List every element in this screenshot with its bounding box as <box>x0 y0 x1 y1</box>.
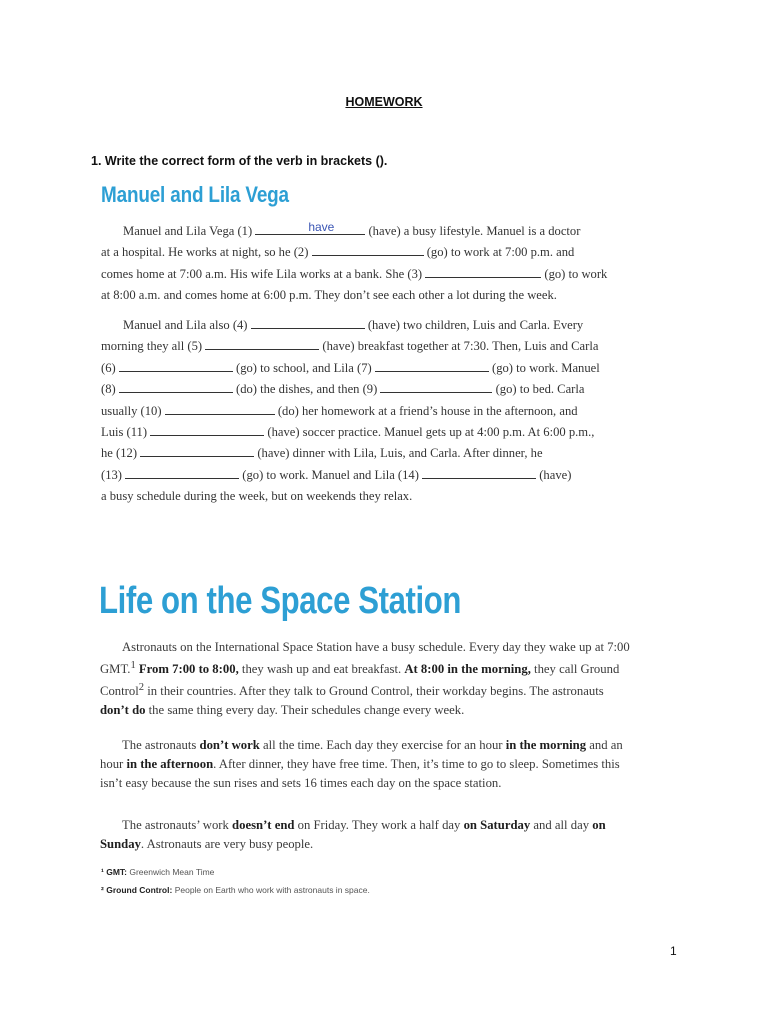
text-span: they call Ground Control <box>100 662 620 699</box>
text-span: (go) to work <box>544 266 608 281</box>
handwritten-answer-1: have <box>308 220 335 234</box>
text-span: on Friday. They work a half day <box>294 818 464 832</box>
text-span: morning they all (5) <box>101 339 203 354</box>
text-span: the same thing every day. Their schedules change every week. <box>145 702 465 717</box>
bold-phrase: At 8:00 in the morning, <box>404 662 531 677</box>
section-heading-space-station: Life on the Space Station <box>99 580 461 622</box>
text-line <box>101 264 649 285</box>
footnote-term: GMT: <box>106 867 127 877</box>
text-span: at a hospital. He works at night, so he (2) <box>101 245 309 260</box>
answer-blank-5[interactable] <box>205 337 319 350</box>
answer-blank-2[interactable] <box>312 243 424 256</box>
text-line <box>101 422 649 443</box>
text-span: in their countries. After they talk to Ground Control, their workday begins. The astronauts <box>144 684 604 699</box>
answer-blank-9[interactable] <box>380 380 492 393</box>
text-line <box>101 465 649 486</box>
text-span: (do) the dishes, and then (9) <box>236 382 378 397</box>
text-span: (go) to work. Manuel <box>492 360 600 375</box>
text-span: Astronauts on the International Space Station have a busy schedule. Every day they wake up at 7:00 GMT. <box>100 640 630 677</box>
text-span: a busy schedule during the week, but on weekends they relax. <box>101 489 413 504</box>
text-span: (go) to bed. Carla <box>495 382 585 397</box>
text-span: (have) dinner with Lila, Luis, and Carla. After dinner, he <box>257 446 543 461</box>
text-line <box>101 285 649 306</box>
answer-blank-13[interactable] <box>125 466 239 479</box>
text-span: (go) to work. Manuel and Lila (14) <box>242 467 419 482</box>
text-span: (go) to work at 7:00 p.m. and <box>426 245 575 260</box>
footnote-ref: 2 <box>138 681 145 693</box>
answer-blank-6[interactable] <box>119 359 233 372</box>
text-span: they wash up and eat breakfast. <box>238 662 405 677</box>
reading-paragraph-1 <box>100 638 632 720</box>
text-line <box>101 486 649 507</box>
answer-blank-10[interactable] <box>165 402 275 415</box>
bold-phrase: on Sunday <box>100 818 606 851</box>
text-line <box>101 401 649 422</box>
exercise-paragraph-2 <box>101 315 649 508</box>
text-span: (have) <box>539 467 572 482</box>
text-span: (have) soccer practice. Manuel gets up at 4:00 p.m. At 6:00 p.m., <box>267 425 595 440</box>
footnote-term: Ground Control: <box>106 885 173 895</box>
page-number: 1 <box>670 944 677 958</box>
text-span: Manuel and Lila also (4) <box>123 318 248 332</box>
text-span: at 8:00 a.m. and comes home at 6:00 p.m. They don’t see each other a lot during the week. <box>101 288 557 303</box>
footnote-mark: ² <box>101 885 104 895</box>
bold-phrase: doesn’t end <box>232 818 295 832</box>
text-line <box>101 443 649 464</box>
section-heading-manuel-lila: Manuel and Lila Vega <box>101 182 289 207</box>
answer-blank-14[interactable] <box>422 466 536 479</box>
footnote-1 <box>101 867 214 877</box>
bold-phrase: From 7:00 to 8:00, <box>135 662 239 677</box>
text-span: (have) breakfast together at 7:30. Then, Luis and Carla <box>322 339 599 354</box>
text-span: and all day <box>530 818 593 832</box>
answer-blank-3[interactable] <box>425 265 541 278</box>
text-span: (8) <box>101 382 116 397</box>
text-span: The astronauts <box>122 738 200 752</box>
text-span: usually (10) <box>101 403 162 418</box>
answer-blank-8[interactable] <box>119 380 233 393</box>
text-span: (do) her homework at a friend’s house in the afternoon, and <box>277 403 578 418</box>
answer-blank-4[interactable] <box>251 316 365 329</box>
text-span: (have) two children, Luis and Carla. Every <box>367 318 584 332</box>
text-span: Manuel and Lila Vega (1) <box>123 224 253 238</box>
answer-blank-7[interactable] <box>375 359 489 372</box>
exercise-instruction: 1. Write the correct form of the verb in brackets (). <box>91 154 388 168</box>
reading-paragraph-2 <box>100 736 632 792</box>
footnote-text: People on Earth who work with astronauts in space. <box>172 885 370 895</box>
text-span: and an hour <box>100 738 623 771</box>
answer-blank-12[interactable] <box>140 444 254 457</box>
text-span: (have) a busy lifestyle. Manuel is a doctor <box>368 224 581 238</box>
bold-phrase: in the morning <box>505 738 587 752</box>
text-span: (go) to school, and Lila (7) <box>236 360 372 375</box>
text-span: The astronauts’ work <box>122 818 233 832</box>
text-span: (6) <box>101 360 116 375</box>
reading-paragraph-3 <box>100 816 632 854</box>
bold-phrase: in the afternoon <box>126 756 214 771</box>
text-line <box>101 379 649 400</box>
bold-phrase: don’t do <box>100 702 146 717</box>
page-title: HOMEWORK <box>345 95 423 109</box>
footnote-mark: ¹ <box>101 867 104 877</box>
text-line <box>101 315 649 336</box>
footnote-2 <box>101 885 370 895</box>
text-span: (13) <box>101 467 122 482</box>
text-span: Luis (11) <box>101 425 148 440</box>
text-line <box>101 242 649 263</box>
text-span: comes home at 7:00 a.m. His wife Lila works at a bank. She (3) <box>101 266 423 281</box>
text-line <box>101 358 649 379</box>
text-span: . After dinner, they have free time. Then, it’s time to go to sleep. Sometimes this isn’t easy because the sun rises and sets 16 times each day on the space station. <box>100 756 620 790</box>
text-span: he (12) <box>101 446 138 461</box>
footnote-text: Greenwich Mean Time <box>127 867 215 877</box>
footnote-ref: 1 <box>130 659 136 671</box>
bold-phrase: don’t work <box>199 738 260 752</box>
bold-phrase: on Saturday <box>463 818 531 832</box>
text-span: . Astronauts are very busy people. <box>140 836 314 851</box>
exercise-paragraph-1 <box>101 221 649 307</box>
answer-blank-1[interactable] <box>255 222 365 235</box>
answer-blank-11[interactable] <box>150 423 264 436</box>
text-line <box>101 221 649 242</box>
text-span: all the time. Each day they exercise for an hour <box>259 738 506 752</box>
text-line <box>101 336 649 357</box>
